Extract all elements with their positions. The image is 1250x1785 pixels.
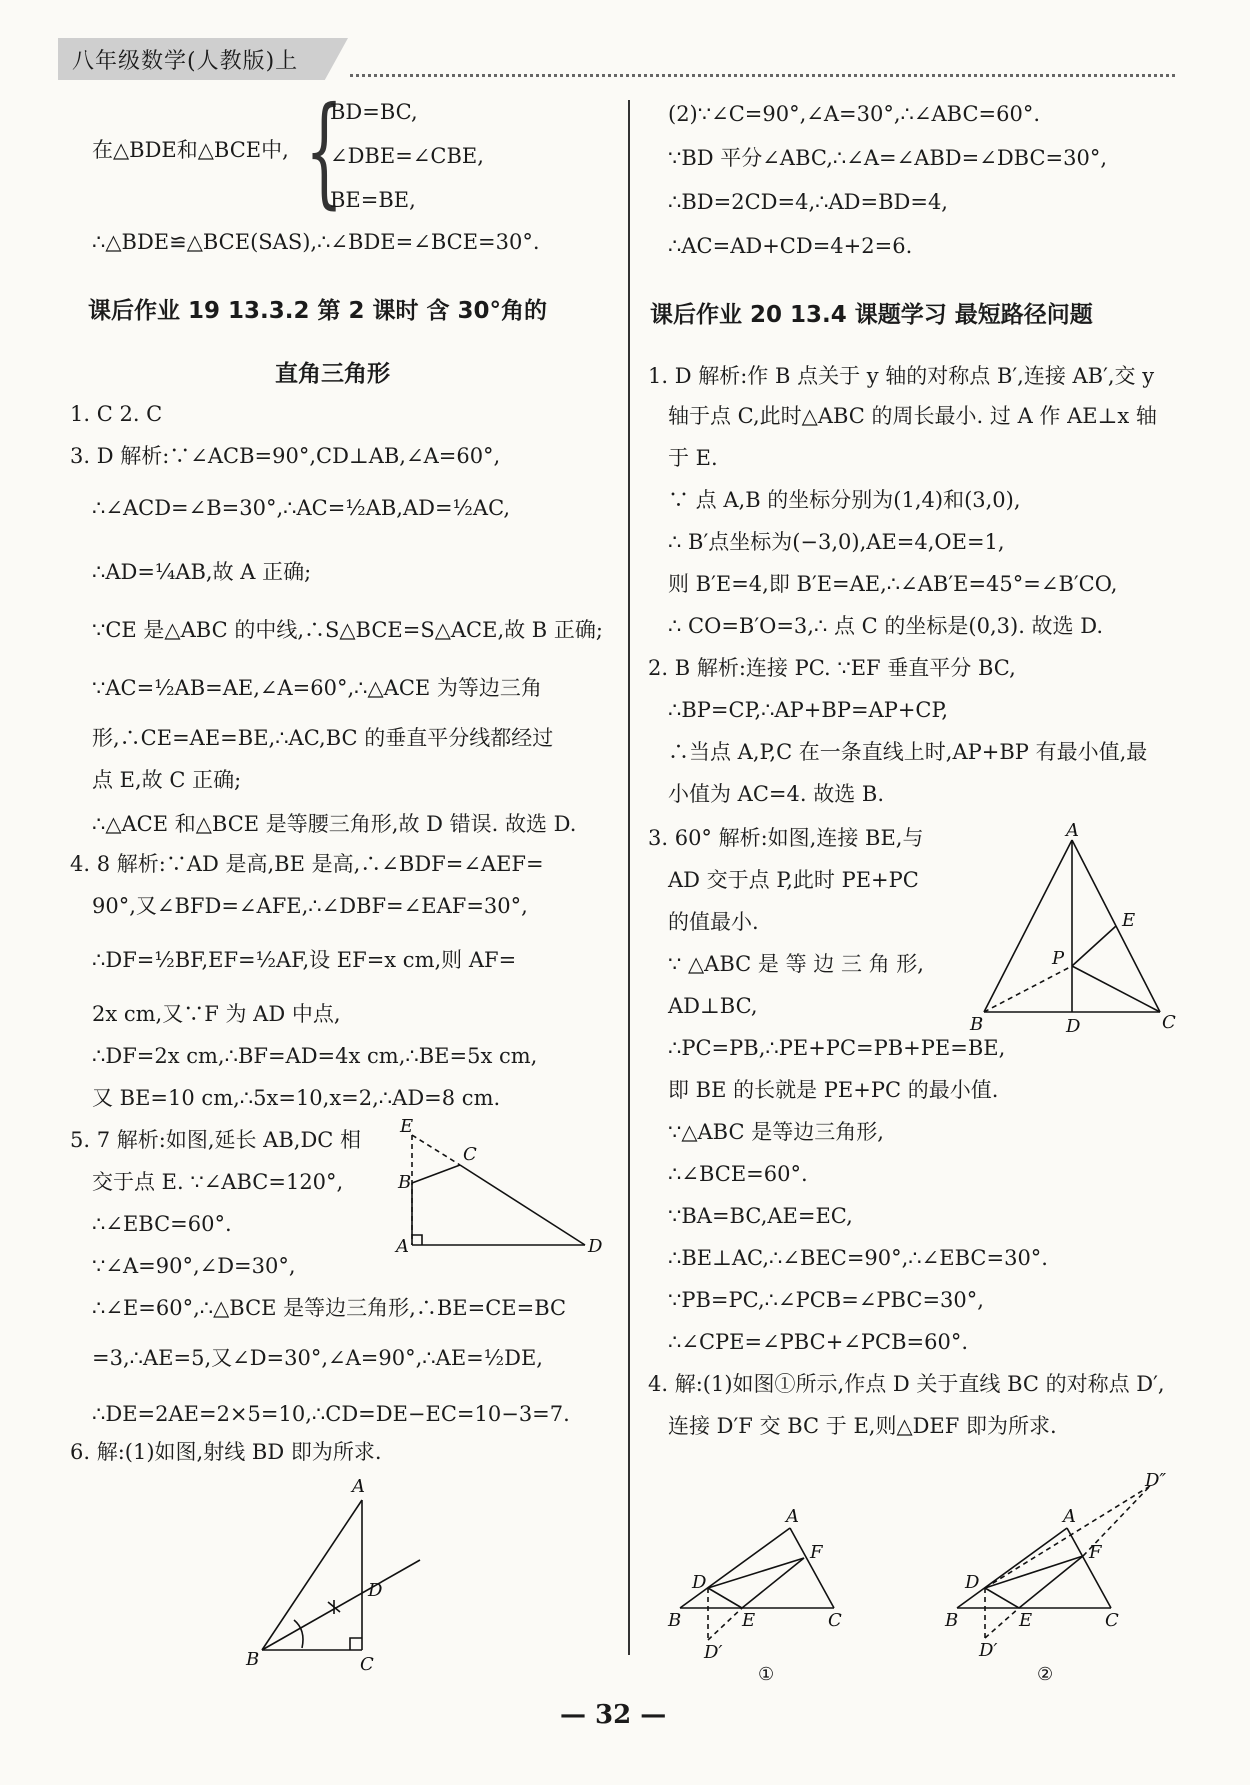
column-divider [628, 100, 630, 1655]
answer-line: ∵CE 是△ABC 的中线,∴S△BCE=S△ACE,故 B 正确; [92, 618, 603, 642]
answer-line: ∴∠CPE=∠PBC+∠PCB=60°. [668, 1330, 969, 1354]
answer-line: ∵AC=½AB=AE,∠A=60°,∴△ACE 为等边三角 [92, 676, 542, 700]
system-brace: { [305, 82, 344, 221]
answer-line: 1. D 解析:作 B 点关于 y 轴的对称点 B′,连接 AB′,交 y [648, 364, 1155, 388]
answer-line: 4. 8 解析:∵AD 是高,BE 是高,∴∠BDF=∠AEF= [70, 852, 544, 876]
answer-line: ∴∠ACD=∠B=30°,∴AC=½AB,AD=½AC, [92, 496, 511, 520]
answer-line: 于 E. [668, 446, 718, 470]
answer-line: AD 交于点 P,此时 PE+PC [668, 868, 919, 892]
proof-conclusion: ∴△BDE≌△BCE(SAS),∴∠BDE=∠BCE=30°. [92, 230, 540, 254]
answer-line: 的值最小. [668, 910, 759, 934]
fig4a-label-C: C [828, 1610, 842, 1631]
answer-line: ∴DF=2x cm,∴BF=AD=4x cm,∴BE=5x cm, [92, 1044, 538, 1068]
fig5-label-A: A [396, 1236, 409, 1257]
fig3-label-A: A [1066, 820, 1079, 841]
answer-line: ∴BE⊥AC,∴∠BEC=90°,∴∠EBC=30°. [668, 1246, 1048, 1270]
answer-line: ∴ B′点坐标为(−3,0),AE=4,OE=1, [668, 530, 1005, 554]
fig4b-label-E: E [1019, 1610, 1033, 1631]
answer-line: ∴∠BCE=60°. [668, 1162, 808, 1186]
answer-line: ∴BP=CP,∴AP+BP=AP+CP, [668, 698, 949, 722]
fig4a-caption: ① [758, 1664, 775, 1685]
system-line: BD=BC, [330, 100, 418, 124]
fig4b-label-F: F [1089, 1542, 1102, 1563]
answer-line: ∴∠EBC=60°. [92, 1212, 232, 1236]
fig6-label-D: D [368, 1580, 383, 1601]
answer-line: 5. 7 解析:如图,延长 AB,DC 相 [70, 1128, 362, 1152]
answer-line: ∴PC=PB,∴PE+PC=PB+PE=BE, [668, 1036, 1006, 1060]
fig4a-label-D-prime: D′ [704, 1642, 723, 1663]
answer-line: 小值为 AC=4. 故选 B. [668, 782, 884, 806]
fig5-label-B: B [398, 1172, 412, 1193]
answer-line: 2x cm,又∵F 为 AD 中点, [92, 1002, 341, 1026]
fig4a-label-B: B [668, 1610, 682, 1631]
fig4a-label-F: F [810, 1542, 823, 1563]
fig3-label-B: B [970, 1014, 984, 1035]
answer-line: ∵△ABC 是等边三角形, [668, 1120, 884, 1144]
figure-problem-4-1 [668, 1500, 868, 1700]
fig3-label-D: D [1066, 1016, 1081, 1037]
answer-line: ∴∠E=60°,∴△BCE 是等边三角形,∴BE=CE=BC [92, 1296, 567, 1320]
proof-intro: 在△BDE和△BCE中, [92, 138, 289, 162]
answer-line: 交于点 E. ∵∠ABC=120°, [92, 1170, 344, 1194]
answer-line: 3. 60° 解析:如图,连接 BE,与 [648, 826, 924, 850]
fig4b-caption: ② [1037, 1664, 1054, 1685]
fig4b-label-D-prime: D′ [979, 1640, 998, 1661]
answer-line: 又 BE=10 cm,∴5x=10,x=2,∴AD=8 cm. [92, 1086, 501, 1110]
answer-line: 即 BE 的长就是 PE+PC 的最小值. [668, 1078, 999, 1102]
answer-line: 点 E,故 C 正确; [92, 768, 242, 792]
figure-problem-6 [240, 1476, 440, 1680]
answer-line: ∵ △ABC 是 等 边 三 角 形, [668, 952, 924, 976]
answer-line: 形,∴CE=AE=BE,∴AC,BC 的垂直平分线都经过 [92, 726, 554, 750]
figure-problem-3 [968, 820, 1176, 1042]
answer-line: 1. C 2. C [70, 402, 163, 426]
figure-problem-5 [390, 1116, 620, 1270]
answer-line: 则 B′E=4,即 B′E=AE,∴∠AB′E=45°=∠B′CO, [668, 572, 1118, 596]
fig6-label-C: C [360, 1654, 374, 1675]
answer-line: 90°,又∠BFD=∠AFE,∴∠DBF=∠EAF=30°, [92, 894, 528, 918]
fig4b-label-C: C [1105, 1610, 1119, 1631]
system-line: ∠DBE=∠CBE, [330, 144, 484, 168]
fig4b-label-D-double-prime: D″ [1145, 1470, 1167, 1491]
answer-line: 6. 解:(1)如图,射线 BD 即为所求. [70, 1440, 382, 1464]
answer-line: ∵ 点 A,B 的坐标分别为(1,4)和(3,0), [668, 488, 1021, 512]
answer-line: ∴DE=2AE=2×5=10,∴CD=DE−EC=10−3=7. [92, 1402, 570, 1426]
answer-line: AD⊥BC, [668, 994, 758, 1018]
section-title-19: 课后作业 19 13.3.2 第 2 课时 含 30°角的 [88, 298, 548, 324]
answer-line: 4. 解:(1)如图①所示,作点 D 关于直线 BC 的对称点 D′, [648, 1372, 1165, 1396]
header-dotted-rule [350, 74, 1175, 77]
fig4b-label-A: A [1063, 1506, 1076, 1527]
fig6-label-B: B [246, 1649, 260, 1670]
answer-line: 轴于点 C,此时△ABC 的周长最小. 过 A 作 AE⊥x 轴 [668, 404, 1157, 428]
page-number: — 32 — [560, 1700, 667, 1730]
answer-line: =3,∴AE=5,又∠D=30°,∠A=90°,∴AE=½DE, [92, 1346, 543, 1370]
figure-problem-4-2 [945, 1470, 1170, 1695]
answer-line: 连接 D′F 交 BC 于 E,则△DEF 即为所求. [668, 1414, 1057, 1438]
answer-line: 2. B 解析:连接 PC. ∵EF 垂直平分 BC, [648, 656, 1016, 680]
answer-line: ∵PB=PC,∴∠PCB=∠PBC=30°, [668, 1288, 984, 1312]
section-title-20: 课后作业 20 13.4 课题学习 最短路径问题 [650, 302, 1093, 328]
fig4b-label-B: B [945, 1610, 959, 1631]
answer-line: 3. D 解析:∵∠ACB=90°,CD⊥AB,∠A=60°, [70, 444, 501, 468]
fig4a-label-E: E [742, 1610, 756, 1631]
answer-line: ∴△ACE 和△BCE 是等腰三角形,故 D 错误. 故选 D. [92, 812, 577, 836]
fig5-label-E: E [400, 1116, 414, 1137]
fig4a-label-A: A [786, 1506, 799, 1527]
answer-line: ∴BD=2CD=4,∴AD=BD=4, [668, 190, 948, 214]
fig5-label-D: D [588, 1236, 603, 1257]
fig4a-label-D: D [692, 1572, 707, 1593]
answer-line: ∴AC=AD+CD=4+2=6. [668, 234, 913, 258]
answer-line: ∴AD=¼AB,故 A 正确; [92, 560, 312, 584]
system-line: BE=BE, [330, 188, 416, 212]
fig6-label-A: A [352, 1476, 365, 1497]
answer-line: ∴ CO=B′O=3,∴ 点 C 的坐标是(0,3). 故选 D. [668, 614, 1103, 638]
section-title-19-cont: 直角三角形 [275, 361, 390, 387]
answer-line: (2)∵∠C=90°,∠A=30°,∴∠ABC=60°. [668, 102, 1041, 126]
answer-line: ∵∠A=90°,∠D=30°, [92, 1254, 296, 1278]
fig3-label-C: C [1162, 1012, 1176, 1033]
answer-line: ∴当点 A,P,C 在一条直线上时,AP+BP 有最小值,最 [668, 740, 1148, 764]
answer-line: ∴DF=½BF,EF=½AF,设 EF=x cm,则 AF= [92, 948, 517, 972]
answer-line: ∵BD 平分∠ABC,∴∠A=∠ABD=∠DBC=30°, [668, 146, 1108, 170]
fig3-label-P: P [1052, 948, 1065, 969]
fig3-label-E: E [1122, 910, 1136, 931]
page-header-title: 八年级数学(人教版)上 [72, 49, 299, 74]
answer-line: ∵BA=BC,AE=EC, [668, 1204, 853, 1228]
fig5-label-C: C [463, 1144, 477, 1165]
fig4b-label-D: D [965, 1572, 980, 1593]
